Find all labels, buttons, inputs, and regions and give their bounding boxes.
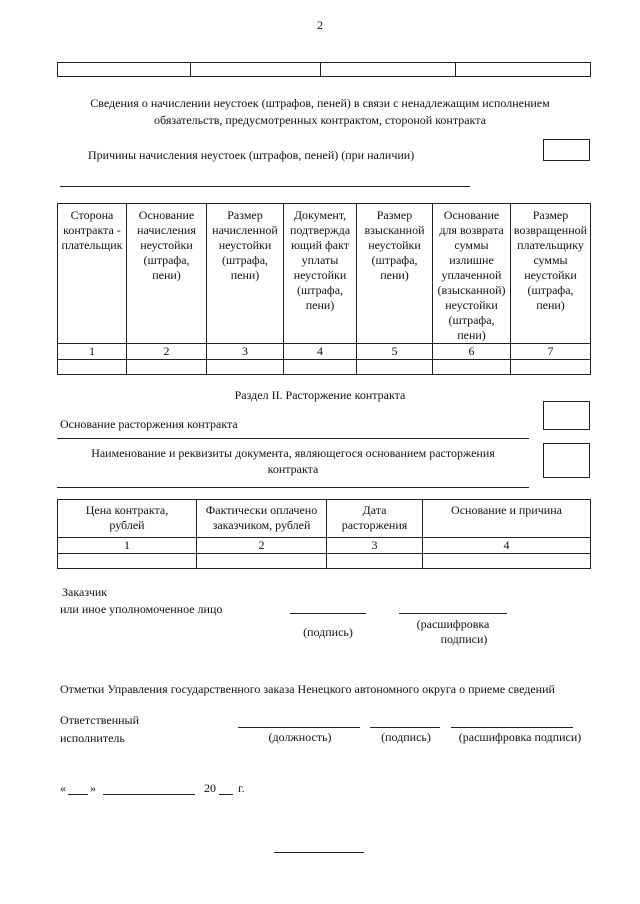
customer-label-line1: Заказчик [62,585,108,599]
header-cell-collected-amount: Размер взысканной неустойки (штрафа, пени) [357,204,433,344]
responsible-signature-caption: (подпись) [381,730,431,744]
column-number: 2 [197,538,327,554]
column-number: 4 [284,344,357,360]
column-number: 7 [511,344,591,360]
responsible-label [60,713,139,746]
table-row [58,554,591,569]
top-continuation-table [57,62,591,77]
table-cell[interactable] [284,360,357,375]
table-cell[interactable] [357,360,433,375]
header-cell-payer: Сторона контракта - плательщик [58,204,127,344]
table-cell[interactable] [127,360,207,375]
date-year-suffix: г. [238,781,245,795]
column-number: 3 [207,344,284,360]
customer-signature-caption: (подпись) [303,625,353,639]
header-cell-basis-reason: Основание и причина [423,500,591,538]
penalty-reasons-code-box[interactable] [543,139,590,161]
column-number: 2 [127,344,207,360]
header-cell-payment-document: Документ, подтвержда ющий факт уплаты неустойки (штрафа, пени) [284,204,357,344]
table-cell [191,63,321,77]
responsible-label-line2: исполнитель [60,731,125,745]
customer-signature-line[interactable] [290,613,366,614]
customer-decoding-line[interactable] [399,613,507,614]
penalty-reasons-label: Причины начисления неустоек (штрафов, пеней) (при наличии) [88,148,415,162]
penalty-reasons-line [60,186,470,187]
table-cell[interactable] [433,360,511,375]
column-number: 5 [357,344,433,360]
table-cell[interactable] [58,360,127,375]
table-cell[interactable] [197,554,327,569]
table-cell [321,63,456,77]
column-number: 3 [327,538,423,554]
date-year-line[interactable] [219,794,233,795]
column-number: 4 [423,538,591,554]
termination-basis-line [57,438,529,439]
customer-label [60,585,222,617]
termination-basis-label: Основание расторжения контракта [60,417,238,431]
header-cell-termination-date: Дата расторжения [327,500,423,538]
responsible-decoding-caption: (расшифровка подписи) [458,730,582,744]
termination-document-label-line1: Наименование и реквизиты документа, являющегося основанием расторжения [91,446,495,460]
termination-basis-code-box[interactable] [543,401,590,430]
column-number: 6 [433,344,511,360]
date-month-line[interactable] [103,794,195,795]
termination-document-code-box[interactable] [543,443,590,478]
header-cell-paid-amount: Фактически оплачено заказчиком, рублей [197,500,327,538]
header-cell-refund-basis: Основание для возврата суммы излишне уплаченной (взысканной) неустойки (штрафа, пени) [433,204,511,344]
header-cell-refunded-amount: Размер возвращенной плательщику суммы неустойки (штрафа, пени) [511,204,591,344]
table-cell[interactable] [327,554,423,569]
date-open-quote: « [60,781,66,795]
termination-table [57,499,591,569]
column-number: 1 [58,538,197,554]
penalties-heading-line1: Сведения о начислении неустоек (штрафов, пеней) в связи с ненадлежащим исполнением [90,96,550,110]
bottom-separator-line [274,852,364,853]
header-cell-contract-price: Цена контракта, рублей [58,500,197,538]
responsible-signature-line[interactable] [370,727,440,728]
termination-document-label [57,446,529,477]
penalties-heading-line2: обязательств, предусмотренных контрактом, стороной контракта [154,113,486,127]
table-cell[interactable] [423,554,591,569]
table-cell[interactable] [207,360,284,375]
customer-label-line2: или иное уполномоченное лицо [60,602,223,616]
section2-title: Раздел II. Расторжение контракта [234,388,406,402]
date-close-quote: » [90,781,96,795]
page-number: 2 [317,18,323,32]
responsible-decoding-line[interactable] [451,727,573,728]
responsible-position-caption: (должность) [268,730,332,744]
header-cell-accrued-amount: Размер начисленной неустойки (штрафа, пени) [207,204,284,344]
date-year-prefix: 20 [204,781,216,795]
responsible-label-line1: Ответственный [60,713,140,727]
header-cell-accrual-basis: Основание начисления неустойки (штрафа, пени) [127,204,207,344]
customer-decoding-caption: (расшифровка подписи) [416,617,490,646]
termination-document-line [57,487,529,488]
table-cell[interactable] [511,360,591,375]
table-cell[interactable] [58,554,197,569]
table-row [58,360,591,375]
table-cell [58,63,191,77]
marks-heading: Отметки Управления государственного заказа Ненецкого автономного округа о приеме сведений [60,682,555,696]
column-number-row [58,344,591,360]
penalties-table [57,203,591,375]
termination-document-label-line2: контракта [267,462,319,476]
table-cell [456,63,591,77]
date-day-line[interactable] [68,794,88,795]
column-number-row [58,538,591,554]
responsible-position-line[interactable] [238,727,360,728]
column-number: 1 [58,344,127,360]
penalties-heading [40,96,600,128]
